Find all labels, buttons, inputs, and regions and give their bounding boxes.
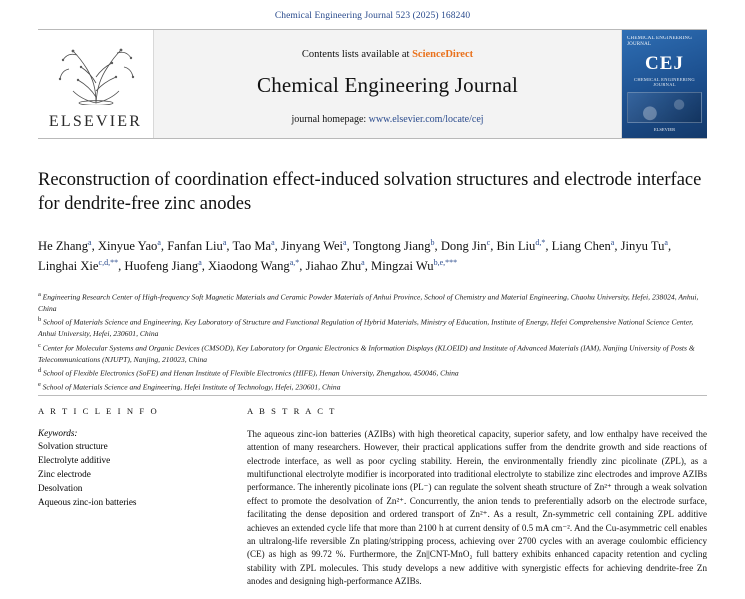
author-affiliation-mark: a,* (289, 258, 300, 268)
author-name: He Zhang (38, 238, 89, 253)
keyword-item: Electrolyte additive (38, 454, 111, 465)
author-name: Xinyue Yao (97, 238, 158, 253)
article-info-column (38, 395, 225, 588)
author-affiliation-mark: a (157, 237, 161, 247)
author-affiliation-mark: b (430, 237, 435, 247)
keyword-item: Zinc electrode (38, 468, 91, 479)
author-name: Tongtong Jiang (352, 238, 431, 253)
contents-prefix: Contents lists available at (301, 49, 413, 60)
abstract-column (247, 395, 707, 588)
author-affiliation-mark: a (222, 237, 227, 247)
author-name: Xiaodong Wang (208, 259, 290, 274)
author-affiliation-mark: a (343, 237, 347, 247)
elsevier-logo (38, 30, 154, 138)
author-affiliation-mark: a (271, 237, 275, 247)
running-head: Chemical Engineering Journal 523 (2025) 168240 (274, 11, 471, 21)
cover-subtitle: CHEMICAL ENGINEERING JOURNAL (634, 76, 695, 87)
info-abstract-columns (38, 395, 707, 588)
author-affiliation-mark: c,d,** (98, 258, 119, 268)
author-affiliation-mark: a (664, 237, 668, 247)
cover-publisher: ELSEVIER (653, 127, 676, 132)
keyword-item: Aqueous zinc-ion batteries (38, 496, 137, 507)
affiliation-label: d (38, 367, 43, 375)
homepage-link[interactable]: www.elsevier.com/locate/cej (368, 114, 484, 125)
keywords-list (38, 440, 225, 510)
contents-line (302, 49, 473, 60)
elsevier-tree-icon (38, 30, 153, 113)
affiliation-entry: b School of Materials Science and Engineering, Key Laboratory of Structure and Functional Regulation of Hybrid Materials, Ministry of Education, Institute of Energy, Hefei Comprehensive National Science Center, Anhui University, Hefei, 230601, China (38, 316, 694, 339)
abstract-text: The aqueous zinc-ion batteries (AZIBs) with high theoretical capacity, superior safety, and low enthalpy have received the attention of many researchers. However, their practical applications suffer from the dendrite growth and side reactions of electrode interface, as well as poor cycling stability. Herein, the environmentally friendly zinc picolinate (ZPL), as a multifunctional electrolyte modifier is incorporated into traditional electrolyte to stabilize zinc electrodes and improve AZIBs performance. The inherently picolinate ions (PL⁻) can regulate the solvent sheath structure of Zn²⁺ through a weak solvation effect to promote the desolvation of Zn²⁺. Concurrently, the anion tends to preferentially adsorb on the electrode surface, facilitating the dense deposition and ordered transport of Zn²⁺. As a result, Zn-symmetric cell containing ZPL additive achieves an extended cycle life that more than 2100 h at current density of 0.5 mA cm⁻². And the Cu-asymmetric cell enables an ultralong-life reversible Zn plating/stripping process, achieving over 2700 cycles with an average coulombic efficiency (CE) as high as 99.72 %. Furthermore, the Zn||CNT-MnO₂ full battery exhibits enhanced capacity retention and cycling stability with ZPL molecules. This study develops a new additive with synergistic effects for achieving dendrite-free Zn anodes and designing high-performance AZIBs. (247, 429, 707, 586)
author-name: Dong Jin (440, 238, 487, 253)
journal-block (154, 30, 621, 138)
affiliation-entry: a Engineering Research Center of High-frequency Soft Magnetic Materials and Ceramic Powder Materials of Anhui Province, School of Chemistry and Material Engineering, Chaohu University, Hefei, 238024, Anhui, China (38, 290, 699, 313)
author-name: Jinyu Tu (620, 238, 665, 253)
abstract-heading: A B S T R A C T (247, 406, 337, 416)
author-affiliation-mark: a (610, 237, 615, 247)
affiliation-label: c (38, 341, 43, 349)
elsevier-wordmark: ELSEVIER (48, 113, 143, 130)
author-name: Linghai Xie (38, 259, 99, 274)
journal-title: Chemical Engineering Journal (256, 73, 519, 97)
affiliation-entry: d School of Flexible Electronics (SoFE) and Henan Institute of Flexible Electronics (HIFE), Henan University, Zhengzhou, 450046, China (38, 367, 459, 378)
author-affiliation-mark: a (361, 258, 365, 268)
affiliation-label: a (38, 290, 43, 298)
page-title: Reconstruction of coordination effect-induced solvation structures and electrode interface for dendrite-free zinc anodes (38, 170, 702, 215)
cover-artwork (627, 92, 702, 124)
keywords-label: Keywords: (38, 428, 78, 438)
author-name: Huofeng Jiang (124, 259, 199, 274)
affiliation-entry: c Center for Molecular Systems and Organic Devices (CMSOD), Key Laboratory for Organic Electronics & Information Displays (KLOEID) and Institute of Advanced Materials (IAM), Nanjing University of Posts & Telecommunications (NJUPT), Nanjing, 210023, China (38, 341, 695, 364)
author-name: Jinyang Wei (280, 238, 344, 253)
affiliation-list (38, 290, 707, 394)
journal-cover-thumbnail (621, 30, 707, 138)
cover-top-text: CHEMICAL ENGINEERING JOURNAL (627, 36, 693, 48)
author-name: Jiahao Zhu (305, 259, 362, 274)
sciencedirect-link[interactable]: ScienceDirect (412, 49, 474, 60)
author-name: Fanfan Liu (167, 238, 223, 253)
cover-logo: CEJ (645, 52, 684, 74)
author-affiliation-mark: b,e,*** (433, 258, 458, 268)
journal-homepage (291, 114, 483, 125)
article-info-heading: A R T I C L E I N F O (38, 406, 159, 416)
affiliation-label: b (38, 316, 43, 324)
author-name: Mingzai Wu (371, 259, 434, 274)
journal-masthead (38, 29, 707, 139)
author-list: He Zhang$^a$, Xinyue Yao$^a$, Fanfan Liu$^a$, Tao Ma$^a$, Jinyang Wei$^a$, Tongtong Jiang$^b$, Dong Jin$^c$, Bin Liu$^{d,*}$, Liang Chen$^a$, Jinyu Tu$^a$, Linghai Xie$^{c,d,**}$, Huofeng Jiang$^a$, Xiaodong Wang$^{a,*}$, Jiahao Zhu$^a$, Mingzai $Wu^{b,e,***}$ (38, 237, 672, 274)
keyword-item: Desolvation (38, 482, 83, 493)
author-affiliation-mark: a (88, 237, 92, 247)
homepage-prefix: journal homepage: (291, 114, 369, 125)
affiliation-entry: e School of Materials Science and Engineering, Hefei Institute of Technology, Hefei, 230601, China (38, 381, 341, 392)
author-affiliation-mark: a (198, 258, 202, 268)
author-affiliation-mark: c (486, 237, 491, 247)
author-name: Liang Chen (551, 238, 611, 253)
author-affiliation-mark: d,* (535, 237, 546, 247)
affiliation-label: e (38, 381, 43, 389)
keyword-item: Solvation structure (38, 441, 108, 451)
author-name: Bin Liu (496, 238, 536, 253)
author-name: Tao Ma (232, 238, 272, 253)
